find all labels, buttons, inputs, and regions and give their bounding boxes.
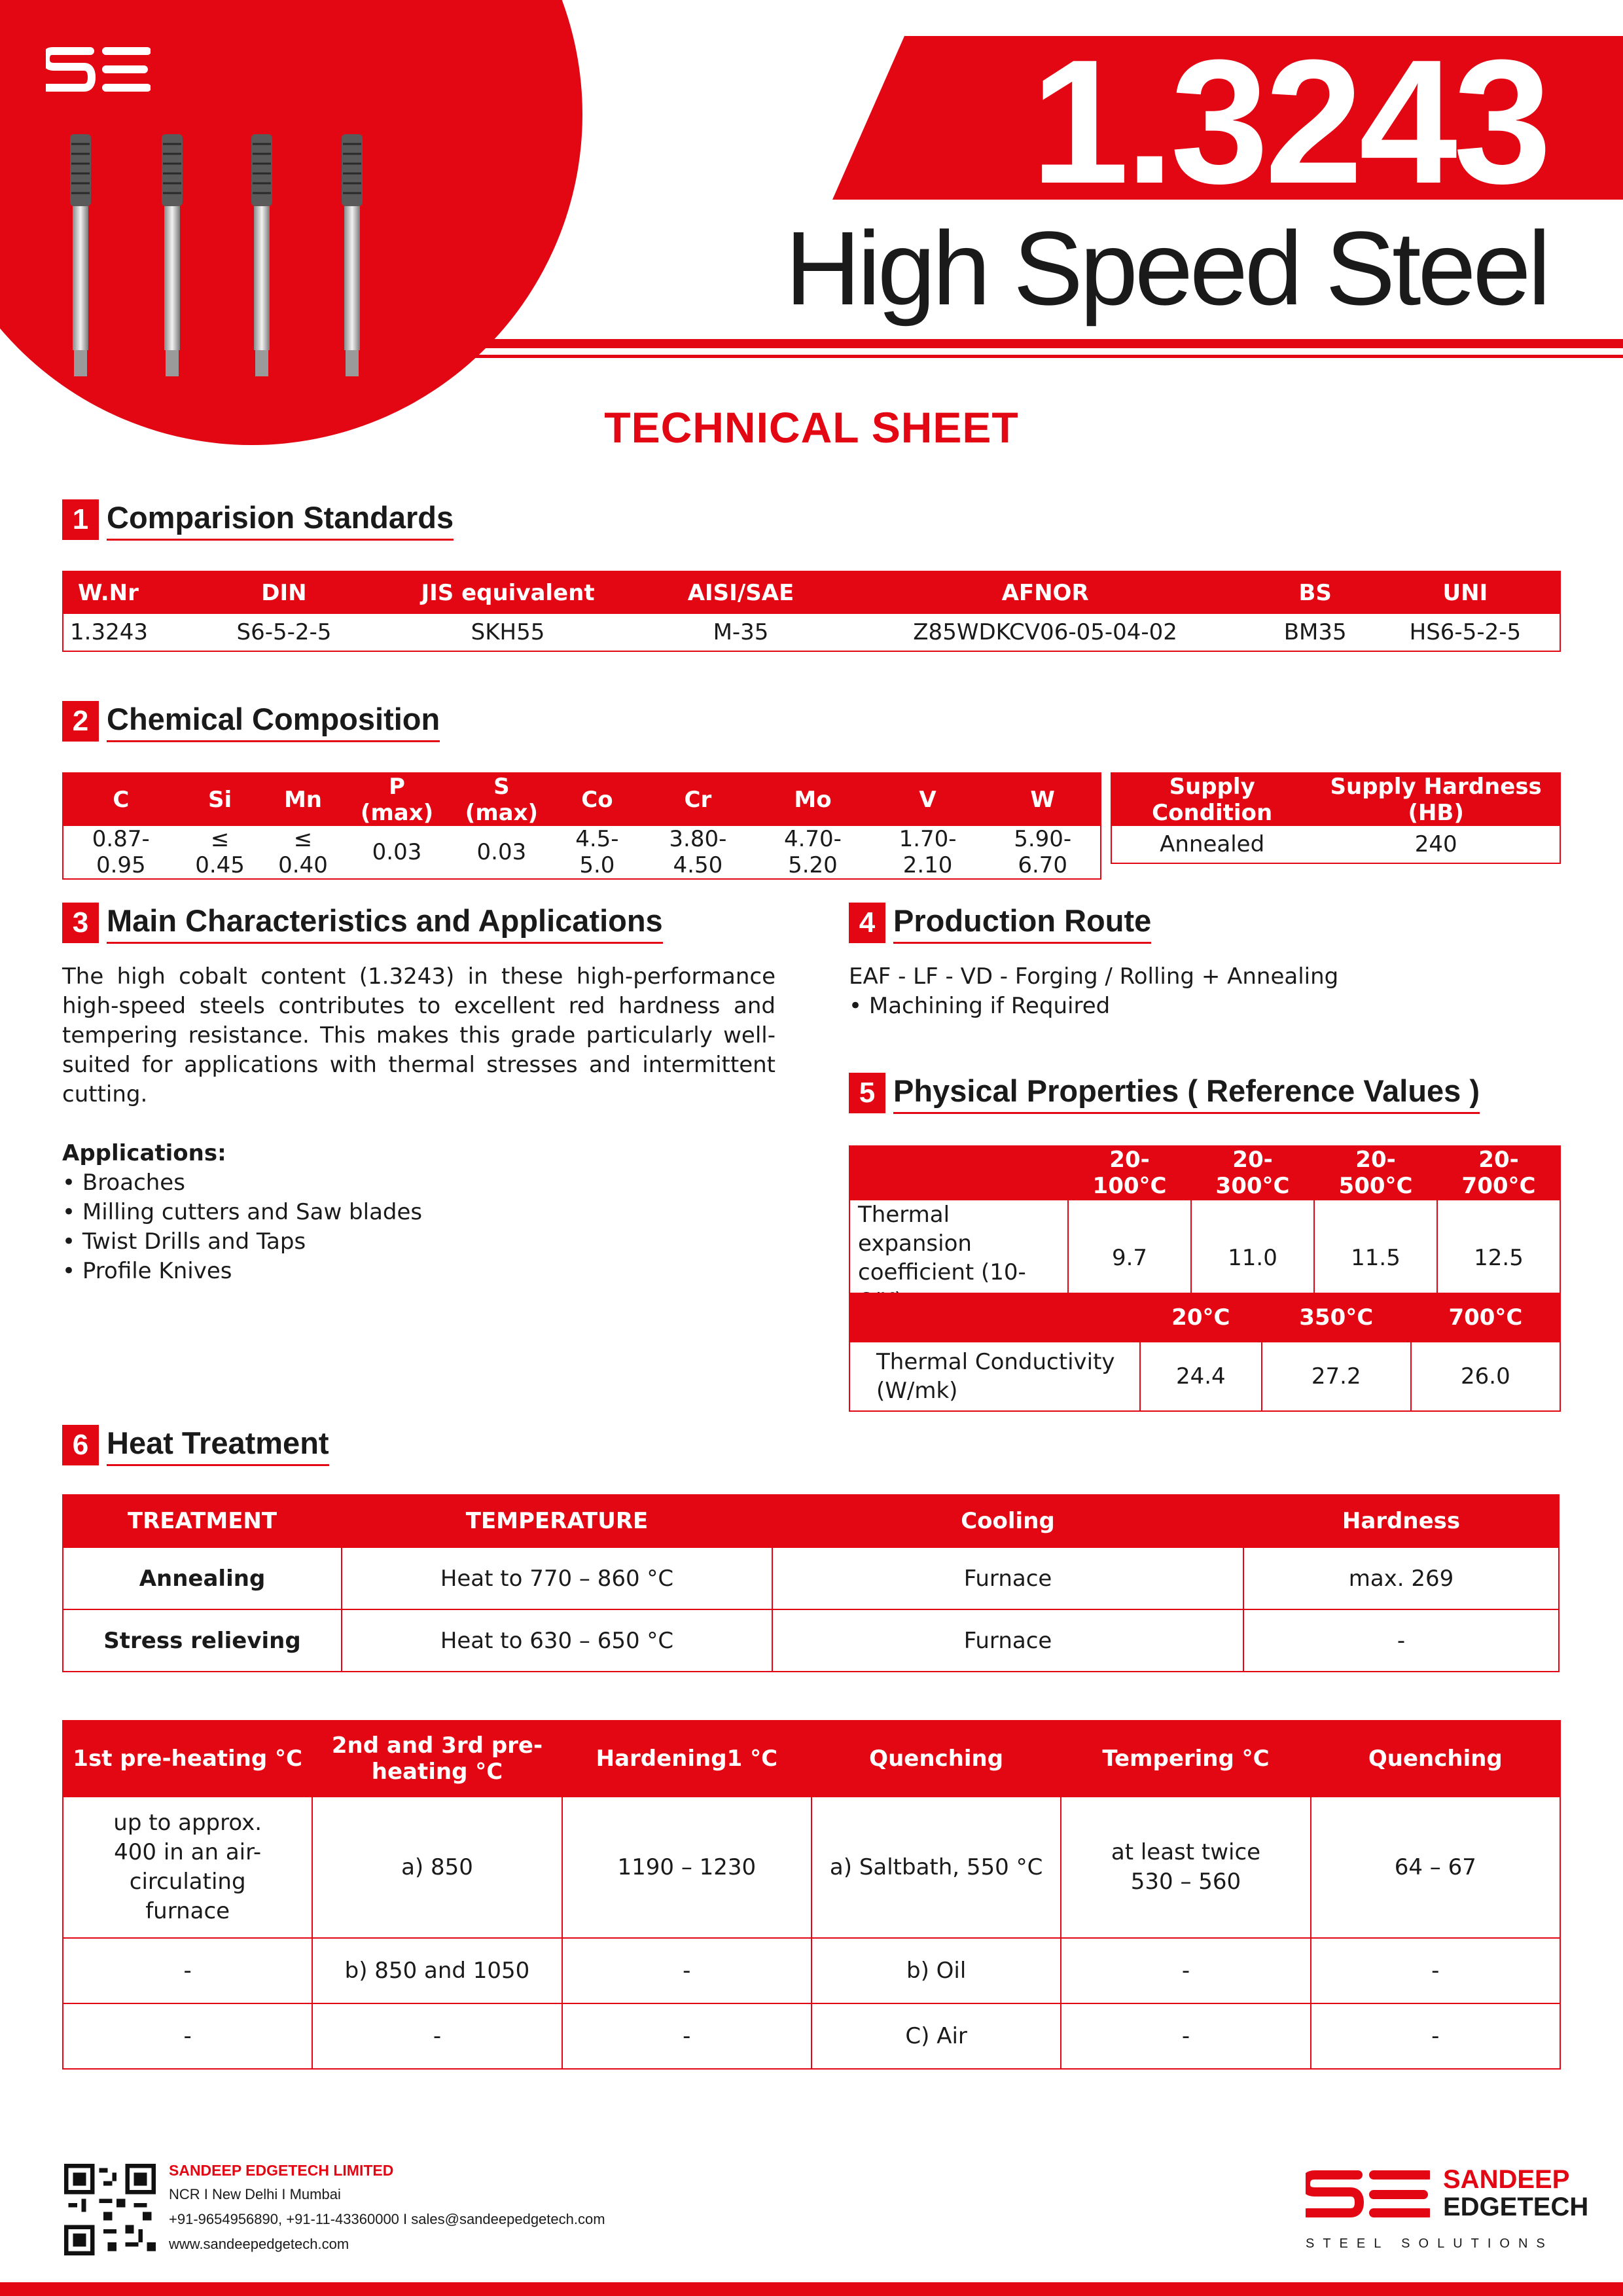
table-header: AFNOR [831, 571, 1260, 614]
table-cell: 4.5-5.0 [575, 826, 619, 878]
section-number: 6 [62, 1425, 99, 1465]
table-header: Quenching [1311, 1721, 1560, 1797]
table-header: BS [1260, 571, 1371, 614]
table-header: 1st pre-heating °C [63, 1721, 312, 1797]
table-cell: Annealing [63, 1547, 342, 1609]
table-header: P (max) [344, 773, 449, 826]
applications-label: Applications: [62, 1140, 226, 1166]
brand-logo [1306, 2163, 1589, 2251]
table-header: Cooling [772, 1495, 1243, 1547]
table-header: TREATMENT [63, 1495, 342, 1547]
table-header: Hardening1 °C [562, 1721, 812, 1797]
table-cell: 0.03 [372, 839, 422, 865]
table-cell: - [312, 2003, 562, 2069]
table-header: W.Nr [63, 571, 203, 614]
section-number: 3 [62, 903, 99, 943]
header-rule [452, 339, 1623, 348]
table-header: Mn [262, 773, 345, 826]
table-cell: - [1311, 1938, 1560, 2003]
section-heading-composition [62, 700, 440, 742]
table-cell: ≤ 0.45 [195, 826, 245, 878]
section-title: Chemical Composition [107, 701, 440, 742]
footer-company: SANDEEP EDGETECH LIMITED [169, 2162, 394, 2179]
table-cell: - [63, 1938, 312, 2003]
table-header: 20-300°C [1191, 1146, 1314, 1200]
table-header: 700°C [1411, 1293, 1560, 1342]
table-header [849, 1146, 1068, 1200]
table-cell: - [63, 2003, 312, 2069]
table-header: 20-500°C [1314, 1146, 1437, 1200]
table-cell: - [562, 1938, 812, 2003]
list-item: • Milling cutters and Saw blades [62, 1198, 422, 1227]
table-header: Mo [755, 773, 870, 826]
table-header: C [63, 773, 179, 826]
table-cell: 4.70-5.20 [783, 826, 842, 878]
table-cell: Heat to 630 – 650 °C [342, 1609, 772, 1672]
table-header: 20-100°C [1068, 1146, 1191, 1200]
table-cell: SKH55 [471, 619, 545, 645]
hardening-table [62, 1720, 1561, 2070]
characteristics-text: The high cobalt content (1.3243) in these high-performance high-speed steels contributes to excellent red hardness and tempering resistance. This makes this grade particularly well-suited for applications with thermal stresses and intermittent cutting. [62, 963, 776, 1107]
production-route-note: • Machining if Required [849, 993, 1111, 1019]
supply-table [1111, 772, 1561, 864]
grade-number: 1.3243 [1031, 24, 1548, 221]
section-heading-physical [849, 1072, 1480, 1114]
list-item: • Profile Knives [62, 1257, 422, 1286]
table-header: 350°C [1262, 1293, 1411, 1342]
table-cell: 1.3243 [70, 619, 148, 645]
table-cell: HS6-5-2-5 [1409, 619, 1522, 645]
table-cell: 64 – 67 [1311, 1797, 1560, 1938]
table-header: 2nd and 3rd pre-heating °C [312, 1721, 562, 1797]
table-cell: 11.5 [1314, 1200, 1437, 1316]
table-cell: 1190 – 1230 [562, 1797, 812, 1938]
footer-contact: +91-9654956890, +91-11-43360000 I sales@sandeepedgetech.com [169, 2211, 605, 2227]
table-header: DIN [203, 571, 365, 614]
table-cell: - [1243, 1609, 1559, 1672]
table-cell: 5.90-6.70 [1014, 826, 1072, 878]
table-cell: a) Saltbath, 550 °C [812, 1797, 1061, 1938]
table-header: V [870, 773, 986, 826]
section-heading-characteristics [62, 902, 663, 944]
table-cell: 9.7 [1068, 1200, 1191, 1316]
table-cell: 11.0 [1191, 1200, 1314, 1316]
table-header: Tempering °C [1061, 1721, 1310, 1797]
section-number: 1 [62, 499, 99, 540]
table-cell: 24.4 [1140, 1342, 1262, 1411]
brand-tagline: STEEL SOLUTIONS [1306, 2236, 1554, 2251]
header-rule-thin [425, 355, 1623, 358]
table-cell: 12.5 [1437, 1200, 1560, 1316]
table-cell: 26.0 [1411, 1342, 1560, 1411]
section-number: 2 [62, 701, 99, 742]
table-cell: up to approx. 400 in an air-circulating furnace [63, 1797, 312, 1938]
se-logo-icon [46, 46, 151, 98]
section-title: Main Characteristics and Applications [107, 903, 663, 944]
table-cell: 0.03 [476, 839, 527, 865]
footer-cities: NCR I New Delhi I Mumbai [169, 2186, 341, 2202]
table-header: Co [554, 773, 640, 826]
applications-list [62, 1168, 422, 1286]
table-header: TEMPERATURE [342, 1495, 772, 1547]
table-header: AISI/SAE [651, 571, 830, 614]
table-header: Hardness [1243, 1495, 1559, 1547]
footer-website[interactable]: www.sandeepedgetech.com [169, 2236, 349, 2252]
table-header: Supply Condition [1111, 773, 1312, 826]
table-cell: max. 269 [1243, 1547, 1559, 1609]
table-cell: 27.2 [1262, 1342, 1411, 1411]
table-cell: Furnace [772, 1547, 1243, 1609]
table-cell: Stress relieving [63, 1609, 342, 1672]
table-cell: - [1311, 2003, 1560, 2069]
table-header: W [985, 773, 1101, 826]
table-header: Supply Hardness (HB) [1312, 773, 1560, 826]
table-cell: b) 850 and 1050 [312, 1938, 562, 2003]
list-item: • Broaches [62, 1168, 422, 1198]
table-header: Si [179, 773, 262, 826]
section-title: Production Route [893, 903, 1151, 944]
standards-table [62, 571, 1561, 652]
section-title: Heat Treatment [107, 1425, 329, 1466]
table-cell: 1.70-2.10 [899, 826, 957, 878]
composition-table [62, 772, 1101, 880]
section-heading-production [849, 902, 1151, 944]
table-cell: at least twice 530 – 560 [1061, 1797, 1310, 1938]
steel-type-title: High Speed Steel [785, 209, 1548, 327]
table-cell: ≤ 0.40 [278, 826, 328, 878]
brand-name-line1: SANDEEP [1443, 2165, 1570, 2194]
table-cell: M-35 [713, 619, 769, 645]
table-header: 20°C [1140, 1293, 1262, 1342]
table-row-label: Thermal expansion coefficient (10- [849, 1200, 1068, 1316]
table-cell: S6-5-2-5 [236, 619, 332, 645]
table-cell: 240 [1414, 831, 1457, 857]
section-number: 4 [849, 903, 885, 943]
table-header [849, 1293, 1140, 1342]
table-header: 20-700°C [1437, 1146, 1560, 1200]
table-header: S (max) [450, 773, 554, 826]
table-cell: - [1061, 1938, 1310, 2003]
table-cell: b) Oil [812, 1938, 1061, 2003]
table-cell: - [562, 2003, 812, 2069]
table-row-label: Thermal Conductivity (W/mk) [849, 1342, 1140, 1411]
list-item: • Twist Drills and Taps [62, 1227, 422, 1257]
section-heading-heat-treatment [62, 1424, 329, 1466]
thermal-expansion-table [849, 1145, 1561, 1317]
table-cell: C) Air [812, 2003, 1061, 2069]
table-cell: Furnace [772, 1609, 1243, 1672]
production-route-line: EAF - LF - VD - Forging / Rolling + Annealing [849, 963, 1339, 990]
thermal-conductivity-table [849, 1293, 1561, 1412]
table-cell: BM35 [1283, 619, 1347, 645]
sheet-title: TECHNICAL SHEET [604, 403, 1019, 452]
section-number: 5 [849, 1073, 885, 1113]
table-cell: - [1061, 2003, 1310, 2069]
se-logo-icon [1306, 2170, 1430, 2222]
section-heading-standards [62, 499, 454, 541]
qr-code-icon [64, 2164, 156, 2255]
table-cell: Z85WDKCV06-05-04-02 [913, 619, 1177, 645]
section-title: Comparision Standards [107, 499, 454, 541]
table-header: UNI [1371, 571, 1560, 614]
table-cell: Heat to 770 – 860 °C [342, 1547, 772, 1609]
table-cell: Annealed [1160, 831, 1265, 857]
brand-name-line2: EDGETECH [1443, 2193, 1589, 2221]
table-header: Cr [641, 773, 756, 826]
table-header: JIS equivalent [365, 571, 651, 614]
table-cell: 0.87-0.95 [92, 826, 150, 878]
section-title: Physical Properties ( Reference Values ) [893, 1073, 1480, 1114]
table-header: Quenching [812, 1721, 1061, 1797]
table-cell: a) 850 [312, 1797, 562, 1938]
footer-bar [0, 2282, 1623, 2296]
heat-treatment-table [62, 1494, 1560, 1672]
table-cell: 3.80-4.50 [669, 826, 727, 878]
